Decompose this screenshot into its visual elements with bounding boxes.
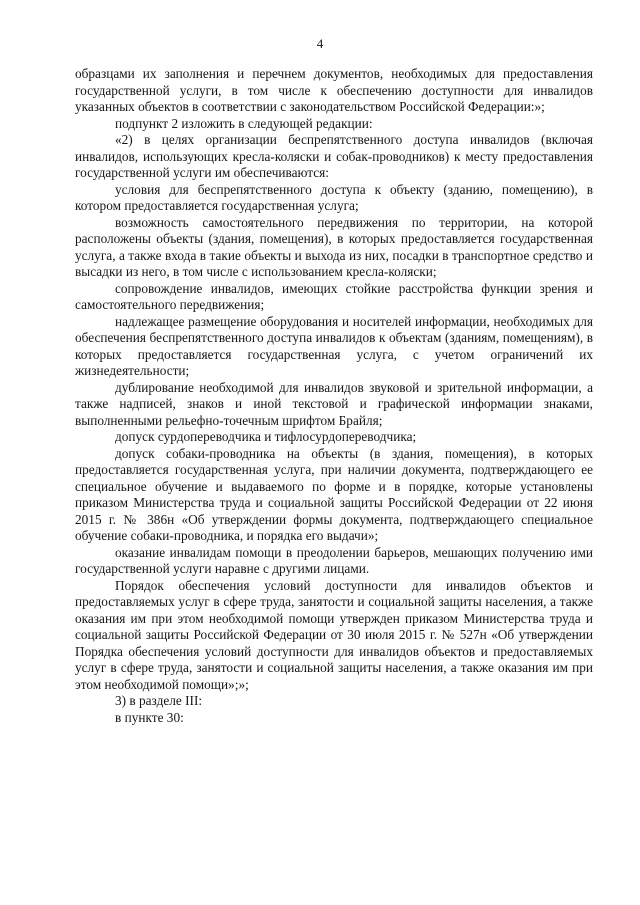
paragraph-continuation: образцами их заполнения и перечнем документов, необходимых для предоставления государственной услуги, в том числе к обеспечению доступности для инвалидов указанных объектов в соответствии с законодательством Российской Федерации:»; <box>75 66 593 114</box>
paragraph-guide-dog-admission: допуск собаки-проводника на объекты (в здания, помещения), в которых предоставляется государственная услуга, при наличии документа, подтверждающего ее специальное обучение и выдаваемого по форме и в порядке, которые установлены приказом Министерства труда и социальной защиты Российской Федерации от 22 июня 2015 г. № 386н «Об утверждении формы документа, подтверждающего специальное обучение собаки-проводника, и порядка его выдачи»; <box>75 445 593 543</box>
document-body <box>75 66 593 726</box>
paragraph-subpoint-2-heading: подпункт 2 изложить в следующей редакции: <box>115 115 373 131</box>
paragraph-information-duplication: дублирование необходимой для инвалидов звуковой и зрительной информации, а также надписей, знаков и иной текстовой и графической информации знаками, выполненными рельефно-точечным шрифтом Брайля; <box>75 379 593 428</box>
paragraph-access-conditions: условия для беспрепятственного доступа к объекту (зданию, помещению), в котором предоставляется государственная услуга; <box>75 181 593 213</box>
paragraph-access-organization: «2) в целях организации беспрепятственного доступа инвалидов (включая инвалидов, использующих кресла-коляски и собак-проводников) к месту предоставления государственной услуги им обеспечиваются: <box>75 132 593 180</box>
page-number: 4 <box>316 36 324 51</box>
paragraph-movement-possibility: возможность самостоятельного передвижения по территории, на которой расположены объекты (здания, помещения), в которых предоставляется государственная услуга, а также входа в такие объекты и выхода из них, посадки в транспортное средство и высадки из него, в том числе с использованием кресла-коляски; <box>75 214 593 279</box>
paragraph-accompaniment: сопровождение инвалидов, имеющих стойкие расстройства функции зрения и самостоятельного передвижения; <box>75 280 593 312</box>
paragraph-accessibility-order: Порядок обеспечения условий доступности для инвалидов объектов и предоставляемых услуг в сфере труда, занятости и социальной защиты населения, а также оказания им при этом необходимой помощи утвержден приказом Министерства труда и социальной защиты Российской Федерации от 30 июля 2015 г. № 527н «Об утверждении Порядка обеспечения условий доступности для инвалидов объектов и предоставляемых услуг в сфере труда, занятости и социальной защиты населения, а также оказания им при этом необходимой помощи»;»; <box>75 577 593 692</box>
paragraph-equipment-placement: надлежащее размещение оборудования и носителей информации, необходимых для обеспечения беспрепятственного доступа инвалидов к объектам (зданиям, помещениям), в которых предоставляется государственная услуга, с учетом ограничений их жизнедеятельности; <box>75 313 593 378</box>
paragraph-barrier-assistance: оказание инвалидам помощи в преодолении барьеров, мешающих получению ими государственной услуги наравне с другими лицами. <box>75 544 593 576</box>
paragraph-section-3: 3) в разделе III: <box>115 693 203 708</box>
paragraph-interpreter-admission: допуск сурдопереводчика и тифлосурдопереводчика; <box>115 429 417 444</box>
paragraph-point-30: в пункте 30: <box>115 709 184 725</box>
